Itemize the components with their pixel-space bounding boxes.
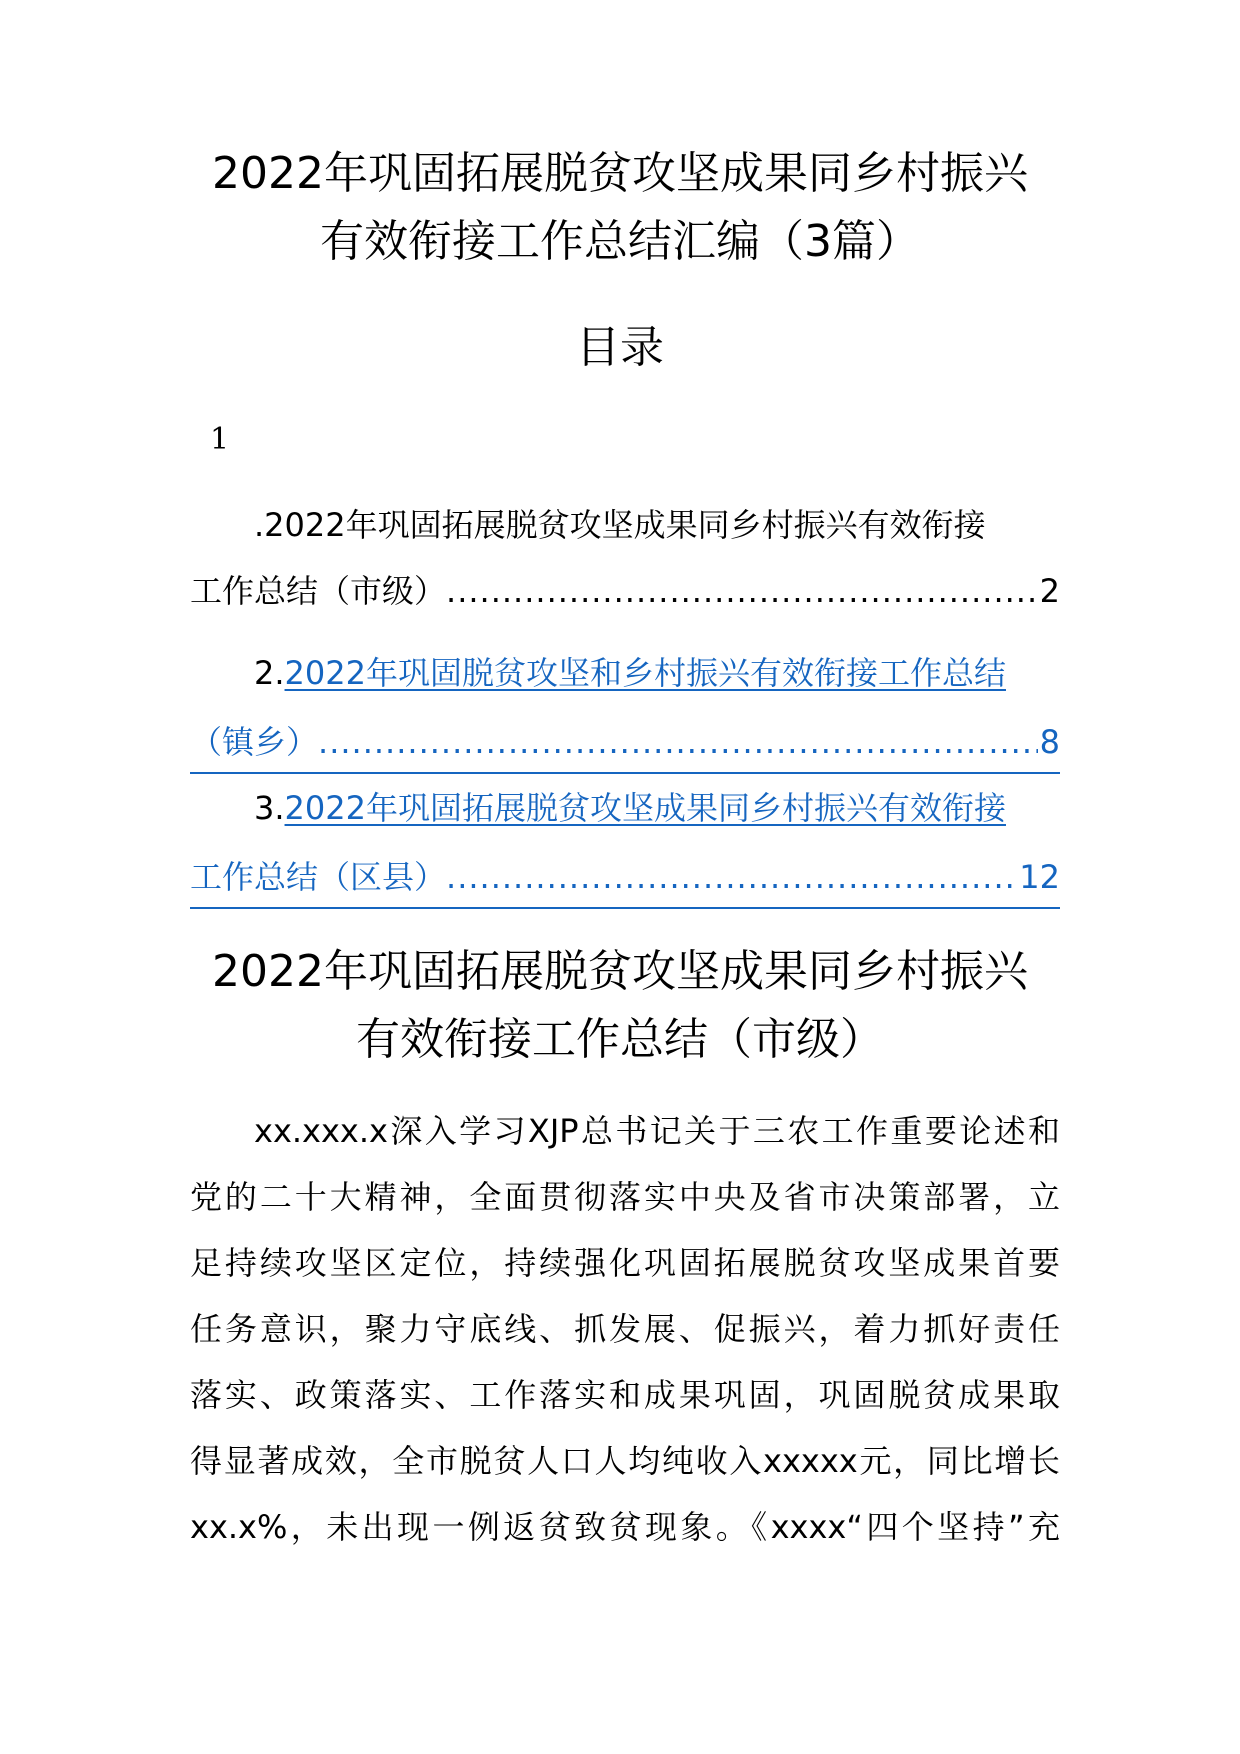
toc-entry-3[interactable] [190, 775, 1060, 909]
toc-entry-number: 3. [254, 789, 285, 827]
toc-entry-title: .2022年巩固拓展脱贫攻坚成果同乡村振兴有效衔接 [254, 506, 986, 544]
toc-link-continuation[interactable] [190, 847, 1060, 909]
toc-page-number: 8 [1039, 723, 1060, 761]
section-title-line-2: 有效衔接工作总结（市级） [356, 1014, 884, 1065]
toc-page-number: 2 [1039, 572, 1060, 610]
body-line: 得显著成效，全市脱贫人口人均纯收入xxxxx元，同比增长 [190, 1442, 1060, 1480]
toc-entry-continuation [190, 558, 1060, 624]
toc-link-title[interactable]: 2022年巩固拓展脱贫攻坚成果同乡村振兴有效衔接 [284, 789, 1006, 827]
document-title-line-2: 有效衔接工作总结汇编（3篇） [320, 216, 920, 267]
body-line: xx.x%，未出现一例返贫致贫现象。《xxxx“四个坚持”充 [190, 1508, 1060, 1546]
body-paragraph [190, 1098, 1060, 1560]
toc-entry-1[interactable] [190, 492, 1060, 624]
toc-entry-title-row [190, 640, 1060, 706]
body-line: 任务意识，聚力守底线、抓发展、促振兴，着力抓好责任 [190, 1310, 1060, 1348]
toc-page-number: 12 [1019, 858, 1060, 896]
toc-entry-2[interactable] [190, 640, 1060, 774]
toc-link-subtitle: （镇乡） [190, 723, 319, 761]
body-line: xx.xxx.x深入学习XJP总书记关于三农工作重要论述和 [254, 1112, 1060, 1150]
toc-entry-number: 2. [254, 654, 285, 692]
toc-link-continuation[interactable] [190, 712, 1060, 774]
body-line: 足持续攻坚区定位，持续强化巩固拓展脱贫攻坚成果首要 [190, 1244, 1060, 1282]
toc-leader-dots [446, 847, 1017, 907]
document-title [120, 140, 1120, 276]
section-title [120, 938, 1120, 1074]
body-line: 党的二十大精神，全面贯彻落实中央及省市决策部署，立 [190, 1178, 1060, 1216]
toc-leader-dots [446, 558, 1038, 624]
toc-entry-subtitle: 工作总结（市级） [190, 572, 447, 610]
toc-link-subtitle: 工作总结（区县） [190, 858, 447, 896]
section-title-line-1: 2022年巩固拓展脱贫攻坚成果同乡村振兴 [212, 946, 1028, 997]
document-title-line-1: 2022年巩固拓展脱贫攻坚成果同乡村振兴 [212, 148, 1028, 199]
body-line: 落实、政策落实、工作落实和成果巩固，巩固脱贫成果取 [190, 1376, 1060, 1414]
toc-heading: 目录 [576, 322, 664, 373]
toc-leader-dots [318, 712, 1038, 772]
toc-link-title[interactable]: 2022年巩固脱贫攻坚和乡村振兴有效衔接工作总结 [284, 654, 1006, 692]
toc-entry-title-row [190, 775, 1060, 841]
page-marker: 1 [210, 422, 230, 457]
